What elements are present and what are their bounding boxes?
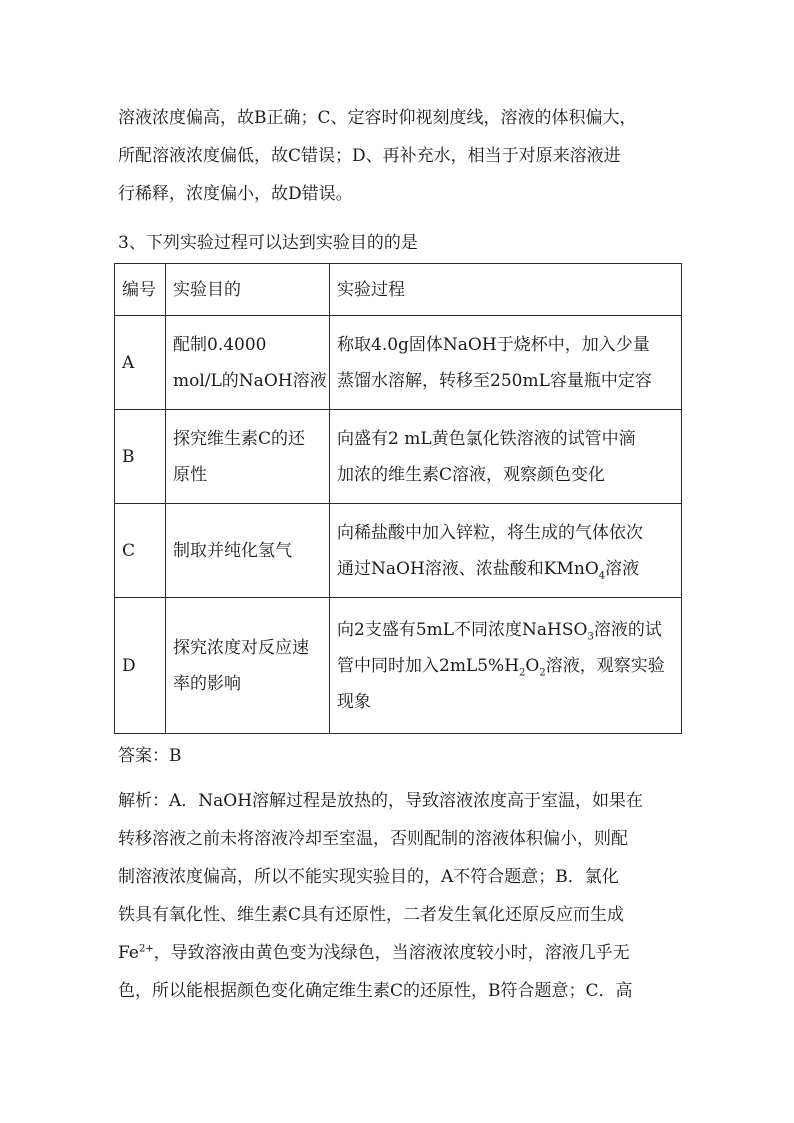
- row-purpose: [166, 410, 330, 504]
- subscript: 3: [587, 630, 594, 642]
- row-id: D: [115, 598, 166, 734]
- subscript: 2: [539, 666, 546, 678]
- row-procedure: [330, 598, 682, 734]
- cell-line: 蒸馏水溶解，转移至250mL容量瓶中定容: [337, 370, 652, 391]
- cell-line: 率的影响: [173, 673, 241, 694]
- subscript: 4: [598, 569, 606, 581]
- answer-text: 答案：B: [118, 746, 182, 766]
- text-line: 所配溶液浓度偏低，故C错误；D、再补充水，相当于对原来溶液进: [118, 146, 621, 166]
- header-cell-id: 编号: [115, 264, 166, 316]
- experiment-table: [114, 263, 682, 734]
- cell-line: mol/L的NaOH溶液: [173, 370, 327, 391]
- cell-line: 加浓的维生素C溶液，观察颜色变化: [337, 464, 606, 485]
- superscript: 2+: [138, 943, 154, 955]
- text-run: O: [525, 655, 540, 676]
- text-line: [118, 934, 684, 972]
- row-procedure: [330, 316, 682, 410]
- row-id: B: [115, 410, 166, 504]
- row-id: C: [115, 504, 166, 598]
- cell-line: 称取4.0g固体NaOH于烧杯中，加入少量: [337, 334, 650, 355]
- header-cell-procedure: 实验过程: [330, 264, 682, 316]
- cell-line: [337, 551, 674, 587]
- text-run: 通过NaOH溶液、浓盐酸和KMnO: [337, 558, 599, 579]
- cell-line: 向盛有2 mL黄色氯化铁溶液的试管中滴: [337, 428, 636, 449]
- text-run: Fe: [118, 943, 139, 963]
- row-purpose: [166, 504, 330, 598]
- header-cell-purpose: 实验目的: [166, 264, 330, 316]
- row-procedure: [330, 410, 682, 504]
- row-id: A: [115, 316, 166, 410]
- text-run: 溶液的试: [593, 619, 662, 640]
- table-row: [115, 504, 682, 598]
- text-run: 管中同时加入2mL5%H: [337, 655, 520, 676]
- row-purpose: [166, 598, 330, 734]
- analysis-paragraph: [118, 782, 684, 1010]
- table-header-row: [115, 264, 682, 316]
- text-line: 溶液浓度偏高，故B正确；C、定容时仰视刻度线，溶液的体积偏大，: [118, 108, 637, 128]
- row-procedure: [330, 504, 682, 598]
- cell-line: 制取并纯化氢气: [173, 540, 292, 561]
- cell-line: [337, 648, 674, 684]
- cell-line: 探究维生素C的还: [173, 428, 306, 449]
- text-run: 向2支盛有5mL不同浓度NaHSO: [337, 619, 588, 640]
- text-run: ，导致溶液由黄色变为浅绿色，当溶液浓度较小时，溶液几乎无: [153, 943, 630, 963]
- cell-line: 向稀盐酸中加入锌粒，将生成的气体依次: [337, 522, 643, 543]
- text-line: 制溶液浓度偏高，所以不能实现实验目的，A不符合题意；B．氯化: [118, 867, 619, 887]
- cell-line: 配制0.4000: [173, 334, 267, 355]
- text-line: 解析：A．NaOH溶解过程是放热的，导致溶液浓度高于室温，如果在: [118, 791, 644, 811]
- cell-line: [337, 612, 674, 648]
- cell-line: 原性: [173, 464, 207, 485]
- table-row: [115, 410, 682, 504]
- question-title: 3、下列实验过程可以达到实验目的的是: [118, 233, 418, 253]
- top-paragraph: [118, 99, 684, 213]
- text-line: 行稀释，浓度偏小，故D错误。: [118, 184, 353, 204]
- row-purpose: [166, 316, 330, 410]
- text-line: 铁具有氧化性、维生素C具有还原性，二者发生氧化还原反应而生成: [118, 905, 625, 925]
- text-run: 溶液: [605, 558, 640, 579]
- text-line: 转移溶液之前未将溶液冷却至室温，否则配制的溶液体积偏小，则配: [118, 829, 628, 849]
- text-run: 溶液，观察实验: [545, 655, 665, 676]
- table-row: [115, 316, 682, 410]
- table-row: [115, 598, 682, 734]
- subscript: 2: [519, 666, 526, 678]
- text-line: 色，所以能根据颜色变化确定维生素C的还原性，B符合题意；C．高: [118, 981, 633, 1001]
- cell-line: 探究浓度对反应速: [173, 637, 309, 658]
- cell-line: 现象: [337, 691, 371, 712]
